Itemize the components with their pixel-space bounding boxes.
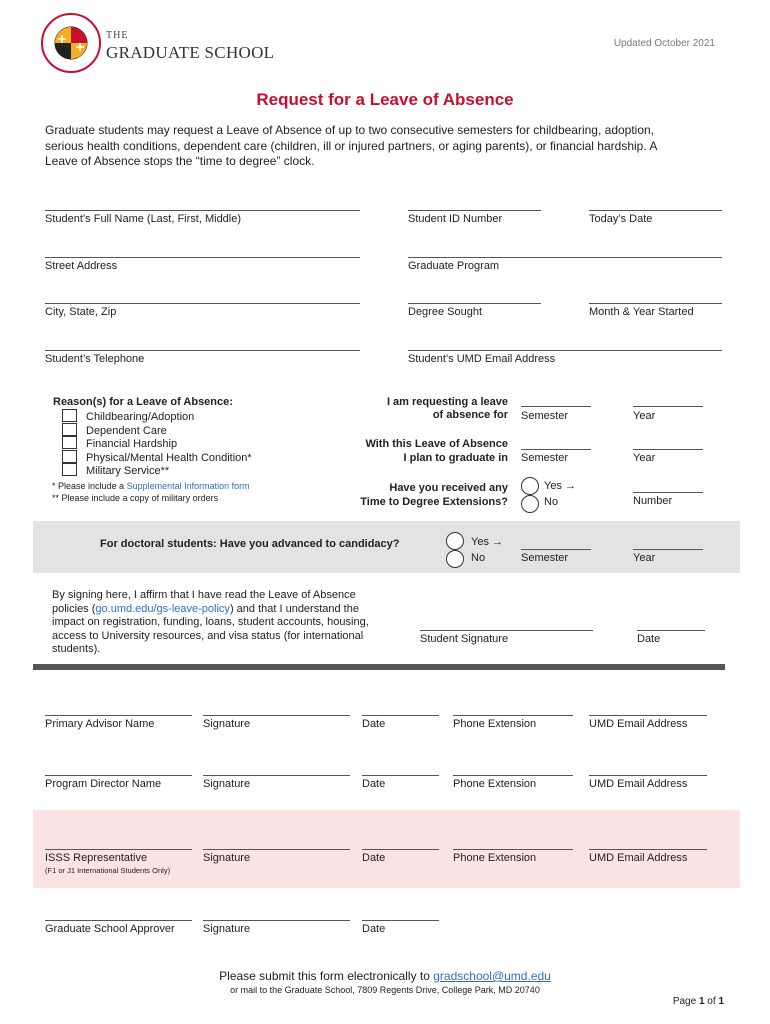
approval-role-label: Primary Advisor Name [45,718,155,730]
advisor-date-field[interactable] [362,715,439,716]
reason-label: Military Service** [86,465,170,477]
approval-role-label: ISSS Representative [45,852,148,864]
approver-date-field[interactable] [362,920,439,921]
submit-instructions [0,969,770,983]
candidacy-question: For doctoral students: Have you advanced to candidacy? [100,538,400,550]
degree-sought-label: Degree Sought [408,306,482,318]
telephone-label: Student’s Telephone [45,353,145,365]
approval-phone-label: Phone Extension [453,778,537,790]
month-year-started-label: Month & Year Started [589,306,694,318]
gradschool-email-link[interactable]: gradschool@umd.edu [433,969,551,983]
reasons-heading: Reason(s) for a Leave of Absence: [53,396,233,408]
city-state-zip-field[interactable] [45,303,360,304]
approval-role-label: Graduate School Approver [45,923,175,935]
form-title: Request for a Leave of Absence [256,90,514,109]
graduate-semester-label: Semester [521,452,569,464]
intro-line: Graduate students may request a Leave of Absence of up to two consecutive semesters for childbearing, adoption, [45,123,655,137]
approver-name-field[interactable] [45,920,192,921]
extensions-number-field[interactable] [633,492,703,493]
graduate-program-field[interactable] [408,257,722,258]
todays-date-label: Today’s Date [589,213,653,225]
submit-text: Please submit this form electronically to [219,969,434,983]
approval-phone-label: Phone Extension [453,718,537,730]
isss-signature-field[interactable] [203,849,350,850]
isss-phone-field[interactable] [453,849,573,850]
affirm-line: access to University resources, and visa status (for international [52,629,364,642]
page-text: Page [672,996,699,1007]
military-note: ** Please include a copy of military orders [52,493,219,503]
university-seal [40,12,102,74]
approver-signature-field[interactable] [203,920,350,921]
candidacy-yes-label: Yes → [471,536,504,548]
candidacy-no-radio[interactable] [446,550,464,568]
affirm-text: policies ( [52,602,96,615]
reason-checkbox-health[interactable] [62,450,77,463]
student-id-label: Student ID Number [408,213,503,225]
affirm-line [52,603,369,617]
reason-checkbox-military[interactable] [62,463,77,476]
extensions-line: Time to Degree Extensions? [360,496,508,508]
advisor-signature-field[interactable] [203,715,350,716]
graduate-year-label: Year [633,452,656,464]
approval-date-label: Date [362,852,386,864]
page-current: 1 [698,996,705,1007]
intro-line: serious health conditions, dependent care (children, ill or injured partners, or aging parents), or financial hardship. A [45,138,658,153]
leave-year-label: Year [633,410,656,422]
requesting-line: of absence for [432,409,508,421]
candidacy-year-label: Year [633,552,656,564]
candidacy-yes-radio[interactable] [446,532,464,550]
reason-checkbox-childbearing[interactable] [62,409,77,422]
leave-semester-field[interactable] [521,406,591,407]
graduate-year-field[interactable] [633,449,703,450]
approval-date-label: Date [362,778,386,790]
affirm-text: ) and that I understand the [229,602,359,615]
updated-date: Updated October 2021 [613,38,715,49]
page-text: of [704,996,719,1007]
graduate-line: With this Leave of Absence [365,438,508,450]
reason-checkbox-dependent-care[interactable] [62,423,77,436]
supplemental-note [52,481,250,491]
note-text: * Please include a [52,481,127,491]
todays-date-field[interactable] [589,210,722,211]
leave-semester-label: Semester [521,410,569,422]
extensions-no-label: No [544,496,559,508]
approval-date-label: Date [362,718,386,730]
candidacy-semester-field[interactable] [521,549,591,550]
reason-checkbox-financial[interactable] [62,436,77,449]
student-signature-field[interactable] [420,630,593,631]
umd-email-field[interactable] [408,350,722,351]
affirmation-text [52,589,369,657]
graduate-program-label: Graduate Program [408,260,500,272]
supplemental-form-link[interactable]: Supplemental Information form [126,481,250,491]
graduate-semester-field[interactable] [521,449,591,450]
director-phone-field[interactable] [453,775,573,776]
student-id-field[interactable] [408,210,541,211]
student-signature-date-field[interactable] [637,630,705,631]
approval-signature-label: Signature [203,718,251,730]
graduate-line: I plan to graduate in [403,452,508,464]
page-total: 1 [718,996,724,1007]
leave-year-field[interactable] [633,406,703,407]
leave-policy-link[interactable]: go.umd.edu/gs-leave-policy [95,602,230,615]
approval-role-label: Program Director Name [45,778,162,790]
advisor-phone-field[interactable] [453,715,573,716]
street-address-label: Street Address [45,260,118,272]
extensions-line: Have you received any [389,482,508,494]
reason-label: Dependent Care [86,425,167,437]
approval-phone-label: Phone Extension [453,852,537,864]
director-email-field[interactable] [589,775,707,776]
candidacy-no-label: No [471,552,486,564]
mail-instructions: or mail to the Graduate School, 7809 Regents Drive, College Park, MD 20740 [230,985,540,995]
requesting-line: I am requesting a leave [386,396,508,408]
approval-date-label: Date [362,923,386,935]
extensions-label [330,481,508,509]
street-address-field[interactable] [45,257,360,258]
director-name-field[interactable] [45,775,192,776]
isss-date-field[interactable] [362,849,439,850]
director-signature-field[interactable] [203,775,350,776]
requesting-label [330,396,508,422]
director-date-field[interactable] [362,775,439,776]
city-state-zip-label: City, State, Zip [45,306,117,318]
isss-note: (F1 or J1 International Students Only) [45,866,171,875]
advisor-email-field[interactable] [589,715,707,716]
intro-line: Leave of Absence stops the “time to degree” clock. [45,154,315,168]
advisor-name-field[interactable] [45,715,192,716]
logo-the: THE [106,30,129,41]
reason-label: Financial Hardship [86,438,178,450]
full-name-field[interactable] [45,210,360,211]
approval-signature-label: Signature [203,923,251,935]
approval-email-label: UMD Email Address [589,718,688,730]
degree-sought-field[interactable] [408,303,541,304]
affirm-line: impact on registration, funding, loans, student accounts, housing, [52,616,369,628]
page-number [673,996,724,1007]
logo-graduate-school: GRADUATE SCHOOL [106,43,275,62]
reason-label: Physical/Mental Health Condition* [86,452,252,464]
reason-label: Childbearing/Adoption [86,411,195,423]
approval-signature-label: Signature [203,852,251,864]
candidacy-semester-label: Semester [521,552,569,564]
candidacy-year-field[interactable] [633,549,703,550]
approval-email-label: UMD Email Address [589,778,688,790]
student-signature-date-label: Date [637,633,661,645]
approval-email-label: UMD Email Address [589,852,688,864]
isss-name-field[interactable] [45,849,192,850]
extensions-number-label: Number [633,495,673,507]
student-signature-label: Student Signature [420,633,509,645]
approval-signature-label: Signature [203,778,251,790]
extensions-yes-radio[interactable] [521,477,539,495]
isss-email-field[interactable] [589,849,707,850]
full-name-label: Student’s Full Name (Last, First, Middle) [45,213,242,225]
telephone-field[interactable] [45,350,360,351]
extensions-yes-label: Yes → [544,480,577,492]
graduate-label [330,437,508,465]
section-divider [33,664,725,670]
affirm-line: By signing here, I affirm that I have read the Leave of Absence [52,589,356,601]
extensions-no-radio[interactable] [521,495,539,513]
intro-paragraph [45,123,657,170]
month-year-started-field[interactable] [589,303,722,304]
affirm-line: students). [52,643,101,655]
umd-email-label: Student’s UMD Email Address [408,353,556,365]
